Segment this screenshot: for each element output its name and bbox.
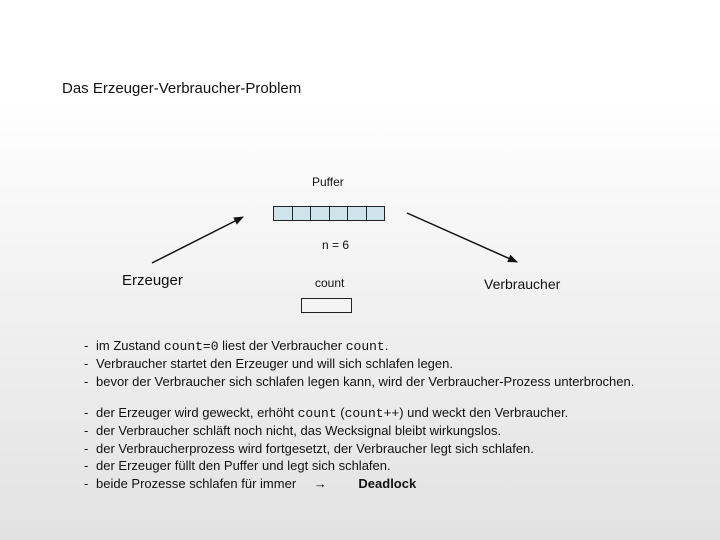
text-segment: der Erzeuger wird geweckt, erhöht [96,405,298,420]
list-dash: - [84,475,89,491]
code-segment: count++ [344,406,400,421]
producer-to-buffer-arrow [152,217,243,263]
consumer-label: Verbraucher [484,276,561,292]
text-segment: der Verbraucherprozess wird fortgesetzt, der Verbraucher legt sich schlafen. [96,440,534,456]
count-label: count [315,276,345,290]
list-item [84,404,568,422]
code-segment: count [345,339,385,354]
text-segment: im Zustand [96,338,164,353]
list-item [84,475,568,492]
slide-title: Das Erzeuger-Verbraucher-Problem [62,80,302,97]
text-segment: liest der Verbraucher [218,338,346,353]
buffer-to-consumer-arrow [407,213,517,262]
buffer-size-label: n = 6 [322,238,350,252]
list-item [84,422,568,439]
text-segment: ( [336,405,345,420]
code-segment: count [297,406,337,421]
list-dash: - [84,373,89,389]
text-segment: der Verbraucher schläft noch nicht, das Wecksignal bleibt wirkungslos. [96,423,502,439]
text-segment: bevor der Verbraucher sich schlafen legen kann, wird der Verbraucher-Prozess unterbrochen. [96,373,635,389]
text-segment: ) und weckt den Verbraucher. [399,405,569,420]
deadlock-label: Deadlock [358,475,417,491]
explanation-group-2 [84,404,568,492]
list-item [84,373,634,390]
list-item [84,355,634,372]
code-segment: count=0 [163,339,219,354]
list-dash: - [84,458,89,474]
buffer-label: Puffer [312,175,344,189]
list-dash: - [84,440,89,456]
text-segment: Verbraucher startet den Erzeuger und will sich schlafen legen. [96,356,453,372]
text-segment: . [384,338,389,353]
text-segment: beide Prozesse schlafen für immer [96,475,297,491]
list-item [84,457,568,474]
arrow-glyph: → [313,475,327,491]
producer-label: Erzeuger [122,272,183,289]
list-dash: - [84,338,89,353]
explanation-group-1 [84,337,634,390]
list-dash: - [84,423,89,439]
text-segment: der Erzeuger füllt den Puffer und legt sich schlafen. [96,458,391,474]
list-dash: - [84,405,89,420]
list-dash: - [84,356,89,372]
list-item [84,440,568,457]
list-item [84,337,634,355]
